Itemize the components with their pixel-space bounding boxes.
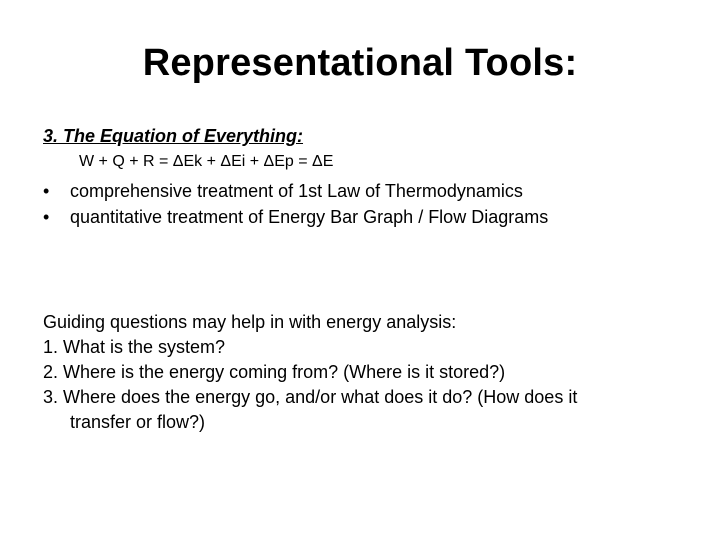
question-2: 2. Where is the energy coming from? (Where is it stored?) [43,362,506,382]
section-heading: 3. The Equation of Everything: [43,126,304,146]
guiding-questions [43,310,683,435]
bullet-text: quantitative treatment of Energy Bar Graph / Flow Diagrams [70,207,549,227]
bullet-item [43,204,693,230]
energy-equation: W + Q + R = ΔEk + ΔEi + ΔEp = ΔE [79,153,334,170]
bullet-icon: • [43,207,50,227]
bullet-item [43,178,693,204]
bullet-icon: • [43,181,50,201]
question-1: 1. What is the system? [43,337,226,357]
bullet-text: comprehensive treatment of 1st Law of Thermodynamics [70,181,523,201]
guiding-intro: Guiding questions may help in with energy analysis: [43,312,457,332]
question-3-continued: transfer or flow?) [70,412,206,432]
question-3: 3. Where does the energy go, and/or what does it do? (How does it [43,387,578,407]
bullet-list [43,178,693,230]
slide-title: Representational Tools: [142,42,578,84]
